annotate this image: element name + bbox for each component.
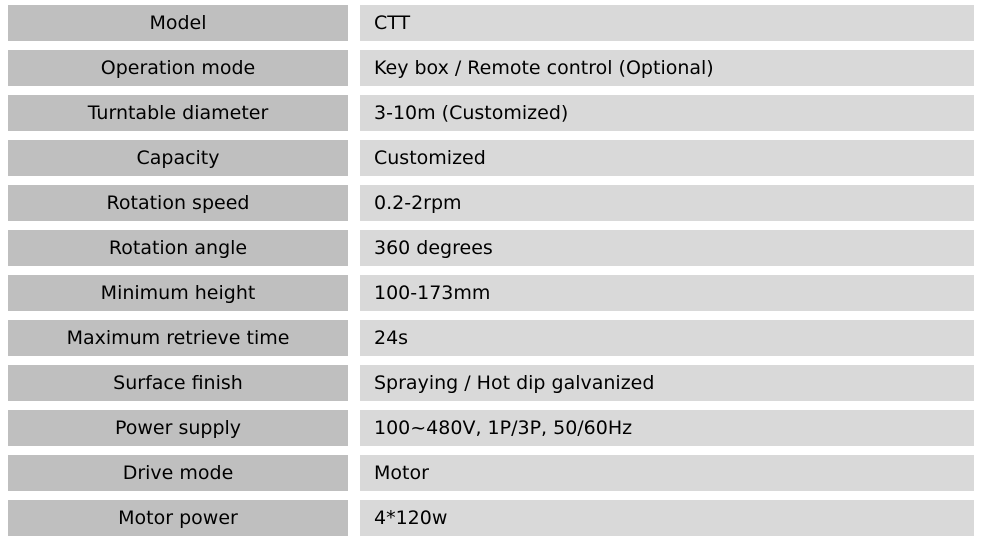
column-gap [348, 135, 360, 180]
parameter-label-cell [8, 45, 348, 90]
table-row [0, 450, 984, 495]
parameter-label-cell [8, 180, 348, 225]
row-left-padding [0, 45, 8, 90]
table-row [0, 315, 984, 360]
parameter-label-text: Turntable diameter [8, 95, 348, 131]
parameter-value-cell [360, 180, 974, 225]
table-row [0, 180, 984, 225]
parameter-value-cell [360, 270, 974, 315]
parameter-value-text: Spraying / Hot dip galvanized [360, 365, 974, 401]
table-row [0, 225, 984, 270]
parameter-value-text: Motor [360, 455, 974, 491]
table-row [0, 495, 984, 540]
row-left-padding [0, 360, 8, 405]
column-gap [348, 450, 360, 495]
row-left-padding [0, 270, 8, 315]
parameter-value-cell [360, 0, 974, 45]
parameter-value-cell [360, 495, 974, 540]
row-left-padding [0, 495, 8, 540]
parameter-label-text: Rotation speed [8, 185, 348, 221]
parameter-value-text: 100~480V, 1P/3P, 50/60Hz [360, 410, 974, 446]
row-left-padding [0, 225, 8, 270]
parameter-value-cell [360, 90, 974, 135]
parameter-value-cell [360, 135, 974, 180]
column-gap [348, 225, 360, 270]
column-gap [348, 90, 360, 135]
parameter-value-text: 24s [360, 320, 974, 356]
parameter-label-text: Power supply [8, 410, 348, 446]
parameter-value-text: 4*120w [360, 500, 974, 536]
parameter-label-text: Minimum height [8, 275, 348, 311]
parameter-label-text: Capacity [8, 140, 348, 176]
row-left-padding [0, 450, 8, 495]
parameter-value-text: 0.2-2rpm [360, 185, 974, 221]
row-right-padding [974, 450, 984, 495]
row-left-padding [0, 135, 8, 180]
column-gap [348, 360, 360, 405]
parameter-label-text: Rotation angle [8, 230, 348, 266]
parameter-label-cell [8, 135, 348, 180]
parameter-value-text: 360 degrees [360, 230, 974, 266]
parameter-value-cell [360, 315, 974, 360]
row-right-padding [974, 405, 984, 450]
parameter-value-text: Key box / Remote control (Optional) [360, 50, 974, 86]
row-left-padding [0, 315, 8, 360]
row-right-padding [974, 495, 984, 540]
column-gap [348, 270, 360, 315]
parameter-label-cell [8, 495, 348, 540]
parameter-value-text: CTT [360, 5, 974, 41]
parameter-label-cell [8, 450, 348, 495]
parameter-label-cell [8, 0, 348, 45]
parameter-label-text: Surface finish [8, 365, 348, 401]
row-right-padding [974, 225, 984, 270]
parameter-value-cell [360, 360, 974, 405]
row-left-padding [0, 90, 8, 135]
column-gap [348, 45, 360, 90]
parameter-label-text: Maximum retrieve time [8, 320, 348, 356]
table-row [0, 360, 984, 405]
row-right-padding [974, 315, 984, 360]
column-gap [348, 495, 360, 540]
column-gap [348, 315, 360, 360]
table-row [0, 135, 984, 180]
parameter-label-cell [8, 225, 348, 270]
row-right-padding [974, 270, 984, 315]
column-gap [348, 180, 360, 225]
parameter-label-cell [8, 360, 348, 405]
parameter-value-cell [360, 405, 974, 450]
parameter-label-text: Drive mode [8, 455, 348, 491]
parameter-label-cell [8, 90, 348, 135]
parameter-value-cell [360, 450, 974, 495]
table-row [0, 0, 984, 45]
table-row [0, 45, 984, 90]
parameter-value-cell [360, 225, 974, 270]
parameter-value-text: 100-173mm [360, 275, 974, 311]
column-gap [348, 0, 360, 45]
column-gap [348, 405, 360, 450]
parameter-label-cell [8, 405, 348, 450]
parameter-label-cell [8, 315, 348, 360]
row-left-padding [0, 405, 8, 450]
table-row [0, 270, 984, 315]
row-left-padding [0, 0, 8, 45]
parameter-value-cell [360, 45, 974, 90]
parameter-value-text: 3-10m (Customized) [360, 95, 974, 131]
table-row [0, 405, 984, 450]
parameter-label-text: Model [8, 5, 348, 41]
table-row [0, 90, 984, 135]
parameter-label-cell [8, 270, 348, 315]
row-right-padding [974, 135, 984, 180]
parameter-label-text: Operation mode [8, 50, 348, 86]
row-right-padding [974, 180, 984, 225]
row-right-padding [974, 0, 984, 45]
row-right-padding [974, 360, 984, 405]
parameter-value-text: Customized [360, 140, 974, 176]
row-left-padding [0, 180, 8, 225]
row-right-padding [974, 45, 984, 90]
row-right-padding [974, 90, 984, 135]
parameter-label-text: Motor power [8, 500, 348, 536]
